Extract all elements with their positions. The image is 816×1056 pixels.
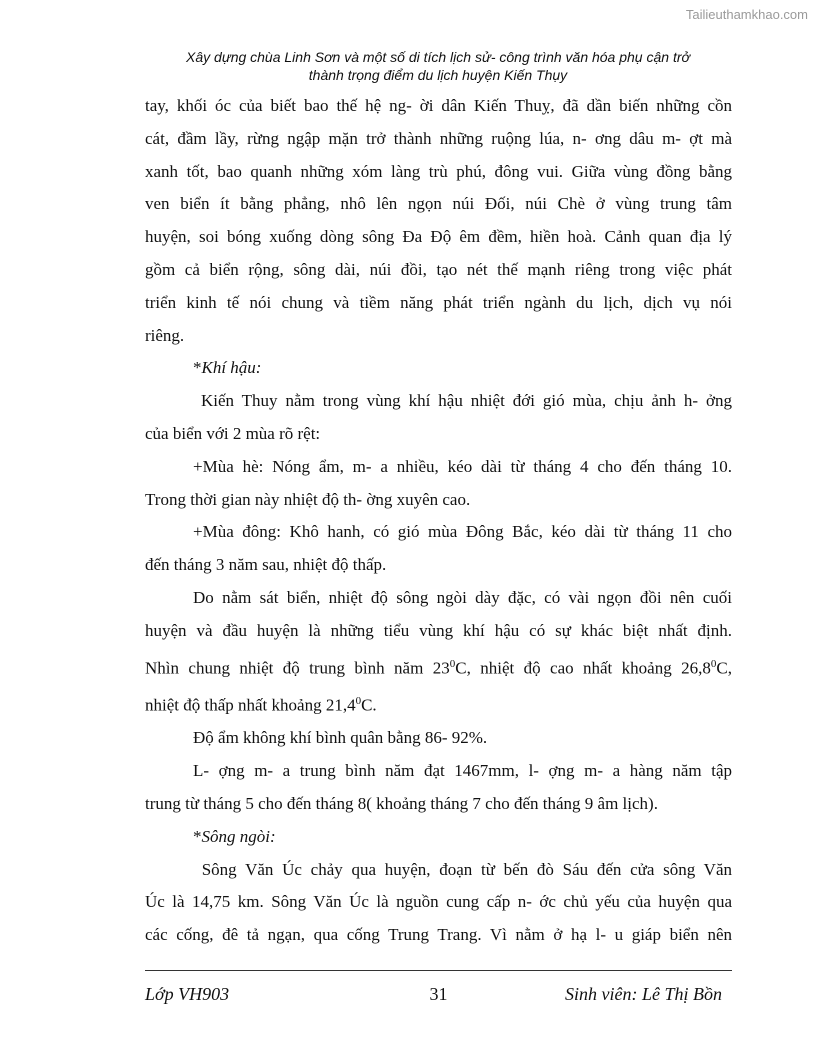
- text-line: huyện, soi bóng xuống dòng sông Đa Độ êm đềm, hiền hoà. Cảnh quan địa lý: [145, 227, 732, 247]
- temp-text: Nhìn chung nhiệt độ trung bình năm 23: [145, 658, 450, 678]
- section-heading-khi-hau: [145, 352, 732, 385]
- text-line: của biển với 2 mùa rõ rệt:: [145, 423, 321, 443]
- page-number: 31: [429, 984, 448, 1004]
- section-heading-song-ngoi: [145, 821, 732, 854]
- text-line: gồm cả biển rộng, sông dài, núi đồi, tạo nét thế mạnh riêng trong việc phát: [145, 259, 732, 279]
- text-line: Trong thời gian này nhiệt độ th- ờng xuyên cao.: [145, 489, 471, 509]
- text-line-with-superscript: [145, 648, 732, 685]
- footer-class-label: Lớp VH903: [145, 984, 230, 1004]
- text-line-with-superscript: [145, 685, 732, 722]
- text-line: xanh tốt, bao quanh những xóm làng trù phú, đông vui. Giữa vùng đồng bằng: [145, 161, 732, 181]
- body-text: [145, 90, 732, 952]
- text-line: các cống, đê tả ngạn, qua cống Trung Trang. Vì nằm ở hạ l- u giáp biển nên: [145, 925, 732, 945]
- header-line-2: thành trọng điểm du lịch huyện Kiến Thụy: [308, 67, 568, 83]
- temp-text: nhiệt độ thấp nhất khoảng 21,4: [145, 695, 356, 715]
- text-line: Sông Văn Úc chảy qua huyện, đoạn từ bến đò Sáu đến cửa sông Văn: [193, 859, 732, 879]
- heading-title: Sông ngòi:: [201, 826, 276, 846]
- text-line: huyện và đầu huyện là những tiểu vùng khí hậu có sự khác biệt nhất định.: [145, 620, 732, 640]
- text-line: đến tháng 3 năm sau, nhiệt độ thấp.: [145, 555, 387, 575]
- heading-prefix: *: [193, 826, 202, 846]
- degree-superscript: 0: [710, 657, 717, 670]
- text-line: tay, khối óc của biết bao thế hệ ng- ời dân Kiến Thuỵ, đã dần biến những cồn: [145, 96, 732, 115]
- text-line: riêng.: [145, 325, 185, 345]
- footer-divider: [145, 970, 732, 971]
- text-line: Độ ẩm không khí bình quân bằng 86- 92%.: [193, 728, 488, 748]
- heading-prefix: *: [193, 358, 202, 378]
- text-line: trung từ tháng 5 cho đến tháng 8( khoảng tháng 7 cho đến tháng 9 âm lịch).: [145, 794, 658, 814]
- text-line: ven biển ít bằng phẳng, nhô lên ngọn núi Đối, núi Chè ở vùng trung tâm: [145, 194, 732, 214]
- temp-text: C,: [716, 658, 732, 678]
- watermark: Tailieuthamkhao.com: [685, 7, 808, 22]
- text-line: L- ợng m- a trung bình năm đạt 1467mm, l- ợng m- a hàng năm tập: [193, 761, 732, 781]
- temp-text: C.: [361, 695, 377, 715]
- footer-student-name: Sinh viên: Lê Thị Bồn: [565, 984, 722, 1004]
- page-footer: [145, 984, 732, 1010]
- temp-text: C, nhiệt độ cao nhất khoảng 26,8: [455, 658, 711, 678]
- text-line: triển kinh tế nói chung và tiềm năng phát triển ngành du lịch, dịch vụ nói: [145, 292, 732, 312]
- text-line: +Mùa đông: Khô hanh, có gió mùa Đông Bắc, kéo dài từ tháng 11 cho: [193, 522, 732, 542]
- text-line: Do nằm sát biển, nhiệt độ sông ngòi dày đặc, có vài ngọn đồi nên cuối: [193, 587, 732, 607]
- text-line: +Mùa hè: Nóng ẩm, m- a nhiều, kéo dài từ tháng 4 cho đến tháng 10.: [193, 456, 732, 476]
- text-line: cát, đầm lầy, rừng ngập mặn trở thành những ruộng lúa, n- ơng dâu m- ợt mà: [145, 128, 732, 148]
- degree-superscript: 0: [355, 695, 362, 707]
- page-header: [130, 48, 746, 84]
- heading-title: Khí hậu:: [201, 358, 262, 378]
- text-line: Kiến Thuy nằm trong vùng khí hậu nhiệt đới gió mùa, chịu ảnh h- ởng: [193, 391, 732, 411]
- header-line-1: Xây dựng chùa Linh Sơn và một số di tích lịch sử- công trình văn hóa phụ cận trở: [186, 49, 690, 65]
- text-line: Úc là 14,75 km. Sông Văn Úc là nguồn cung cấp n- ớc chủ yếu của huyện qua: [145, 892, 732, 912]
- degree-superscript: 0: [449, 657, 456, 670]
